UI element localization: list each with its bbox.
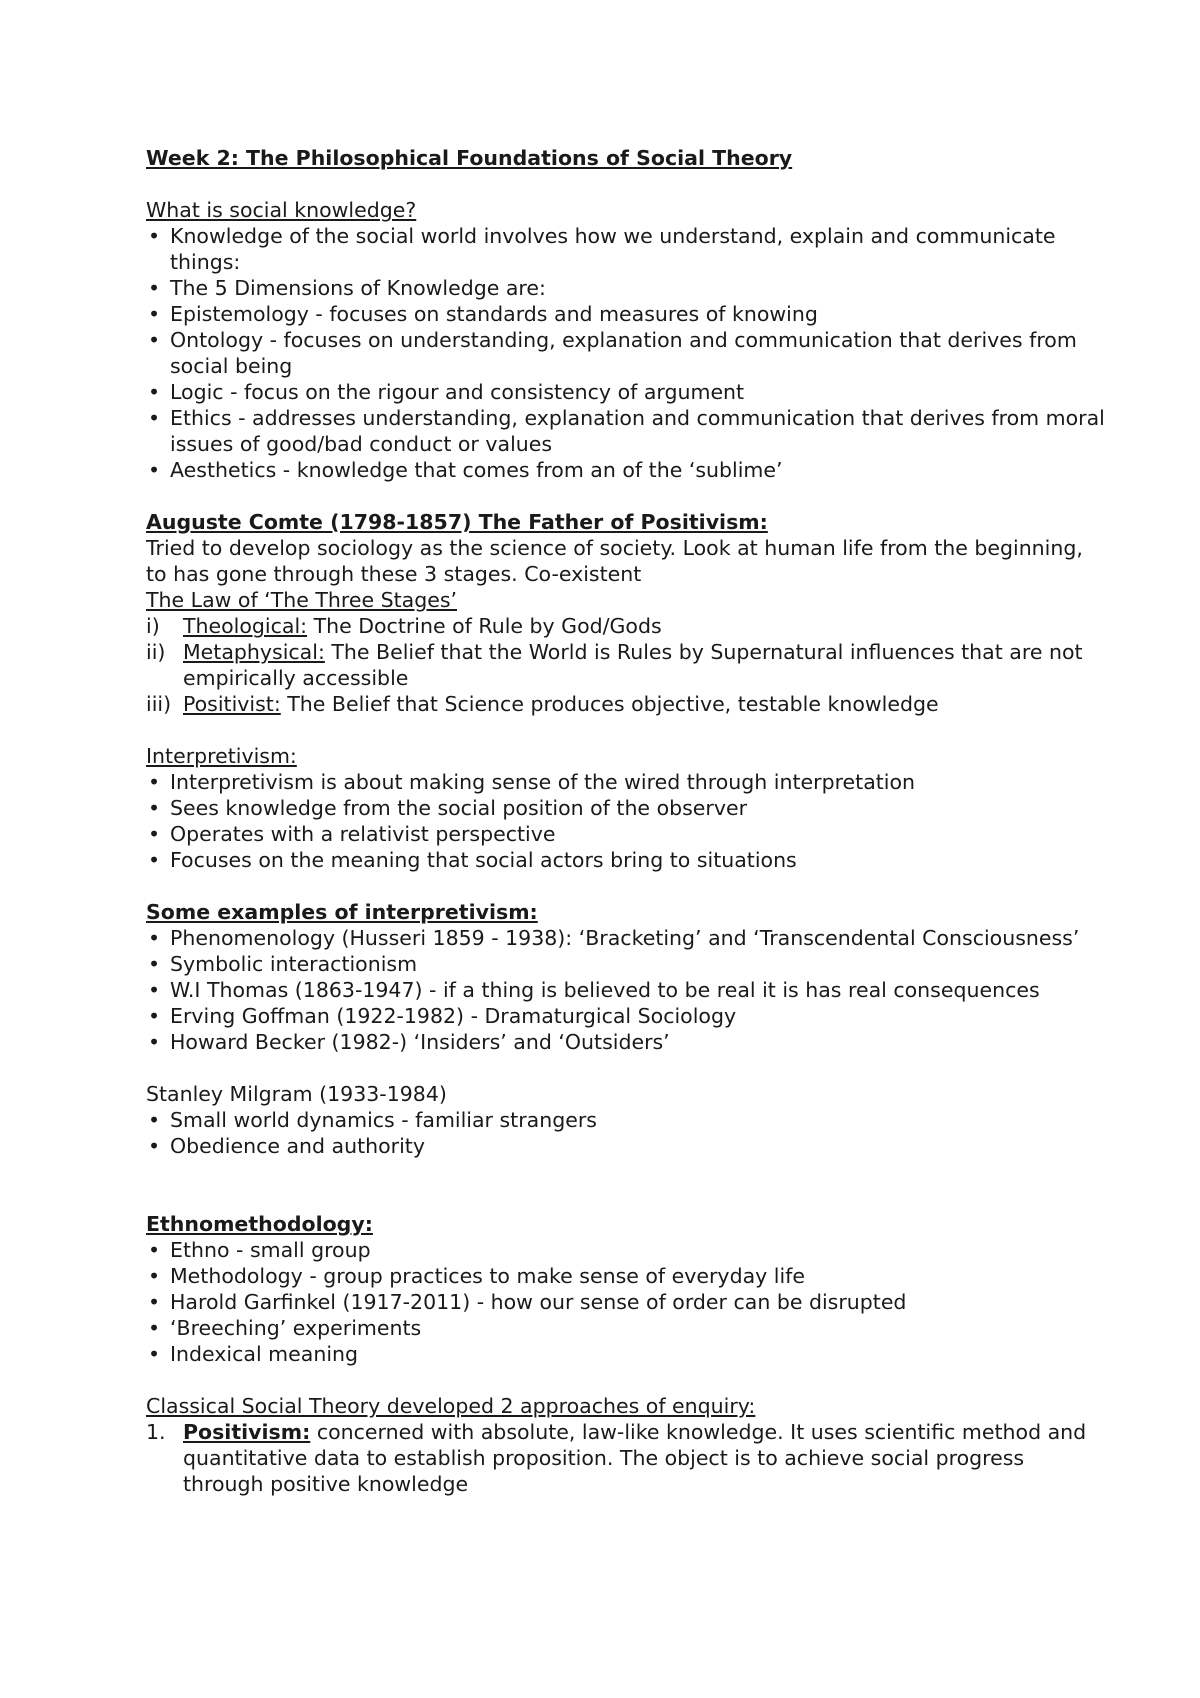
- examples-list: [146, 925, 1106, 1055]
- list-item: • Methodology - group practices to make sense of everyday life: [146, 1263, 1106, 1289]
- comte-heading: Auguste Comte (1798-1857) The Father of Positivism:: [146, 510, 768, 534]
- interpretivism-heading: Interpretivism:: [146, 744, 297, 768]
- list-item: • Symbolic interactionism: [146, 951, 1106, 977]
- list-item: [146, 613, 1106, 639]
- stage-desc: The Belief that Science produces objective, testable knowledge: [280, 692, 939, 716]
- list-item: • Indexical meaning: [146, 1341, 1106, 1367]
- list-item: • Harold Garfinkel (1917-2011) - how our sense of order can be disrupted: [146, 1289, 1106, 1315]
- stage-term: Theological:: [183, 614, 308, 638]
- social-knowledge-list: [146, 223, 1106, 483]
- law-heading: The Law of ‘The Three Stages’: [146, 588, 458, 612]
- list-item: [146, 639, 1106, 691]
- list-item: • Ethno - small group: [146, 1237, 1106, 1263]
- list-item: • Erving Goffman (1922-1982) - Dramaturgical Sociology: [146, 1003, 1106, 1029]
- list-item: • Epistemology - focuses on standards and measures of knowing: [146, 301, 1106, 327]
- list-item: • Interpretivism is about making sense of the wired through interpretation: [146, 769, 1106, 795]
- ethno-heading: Ethnomethodology:: [146, 1212, 373, 1236]
- list-item: [146, 1419, 1106, 1497]
- milgram-heading: Stanley Milgram (1933-1984): [146, 1082, 447, 1106]
- list-item: • W.I Thomas (1863-1947) - if a thing is believed to be real it is has real consequences: [146, 977, 1106, 1003]
- examples-heading: Some examples of interpretivism:: [146, 900, 538, 924]
- list-item: • Howard Becker (1982-) ‘Insiders’ and ‘Outsiders’: [146, 1029, 1106, 1055]
- list-item: • Obedience and authority: [146, 1133, 1106, 1159]
- list-item: • Phenomenology (Husseri 1859 - 1938): ‘Bracketing’ and ‘Transcendental Consciousness’: [146, 925, 1106, 951]
- approach-term: Positivism:: [183, 1420, 311, 1444]
- list-item: • Operates with a relativist perspective: [146, 821, 1106, 847]
- list-marker: iii): [146, 692, 172, 716]
- stage-term: Metaphysical:: [183, 640, 325, 664]
- list-item: • Logic - focus on the rigour and consistency of argument: [146, 379, 1106, 405]
- stage-desc: The Doctrine of Rule by God/Gods: [307, 614, 662, 638]
- list-marker: 1.: [146, 1420, 166, 1444]
- classical-list: [146, 1419, 1106, 1497]
- list-item: • Small world dynamics - familiar strangers: [146, 1107, 1106, 1133]
- classical-heading: Classical Social Theory developed 2 approaches of enquiry:: [146, 1394, 756, 1418]
- list-marker: ii): [146, 640, 166, 664]
- social-knowledge-heading: What is social knowledge?: [146, 198, 417, 222]
- comte-text: Tried to develop sociology as the science of society. Look at human life from the beginning, to has gone through these 3 stages. Co-existent: [146, 536, 1083, 586]
- list-item: • Sees knowledge from the social position of the observer: [146, 795, 1106, 821]
- list-item: • Ontology - focuses on understanding, explanation and communication that derives from social being: [146, 327, 1106, 379]
- list-item: • Focuses on the meaning that social actors bring to situations: [146, 847, 1106, 873]
- interpretivism-list: [146, 769, 1106, 873]
- document-page: [146, 145, 1106, 1497]
- page-title: Week 2: The Philosophical Foundations of Social Theory: [146, 146, 793, 170]
- stage-term: Positivist:: [183, 692, 281, 716]
- list-item: • Aesthetics - knowledge that comes from an of the ‘sublime’: [146, 457, 1106, 483]
- list-item: • The 5 Dimensions of Knowledge are:: [146, 275, 1106, 301]
- list-marker: i): [146, 614, 160, 638]
- list-item: • Ethics - addresses understanding, explanation and communication that derives from moral issues of good/bad conduct or values: [146, 405, 1106, 457]
- ethno-list: [146, 1237, 1106, 1367]
- milgram-list: [146, 1107, 1106, 1159]
- approach-desc: concerned with absolute, law-like knowledge. It uses scientific method and quantitative data to establish proposition. The object is to achieve social progress through positive knowledge: [183, 1420, 1087, 1496]
- three-stages-list: [146, 613, 1106, 717]
- stage-desc: The Belief that the World is Rules by Supernatural influences that are not empirically accessible: [183, 640, 1083, 690]
- list-item: • Knowledge of the social world involves how we understand, explain and communicate things:: [146, 223, 1106, 275]
- list-item: • ‘Breeching’ experiments: [146, 1315, 1106, 1341]
- list-item: [146, 691, 1106, 717]
